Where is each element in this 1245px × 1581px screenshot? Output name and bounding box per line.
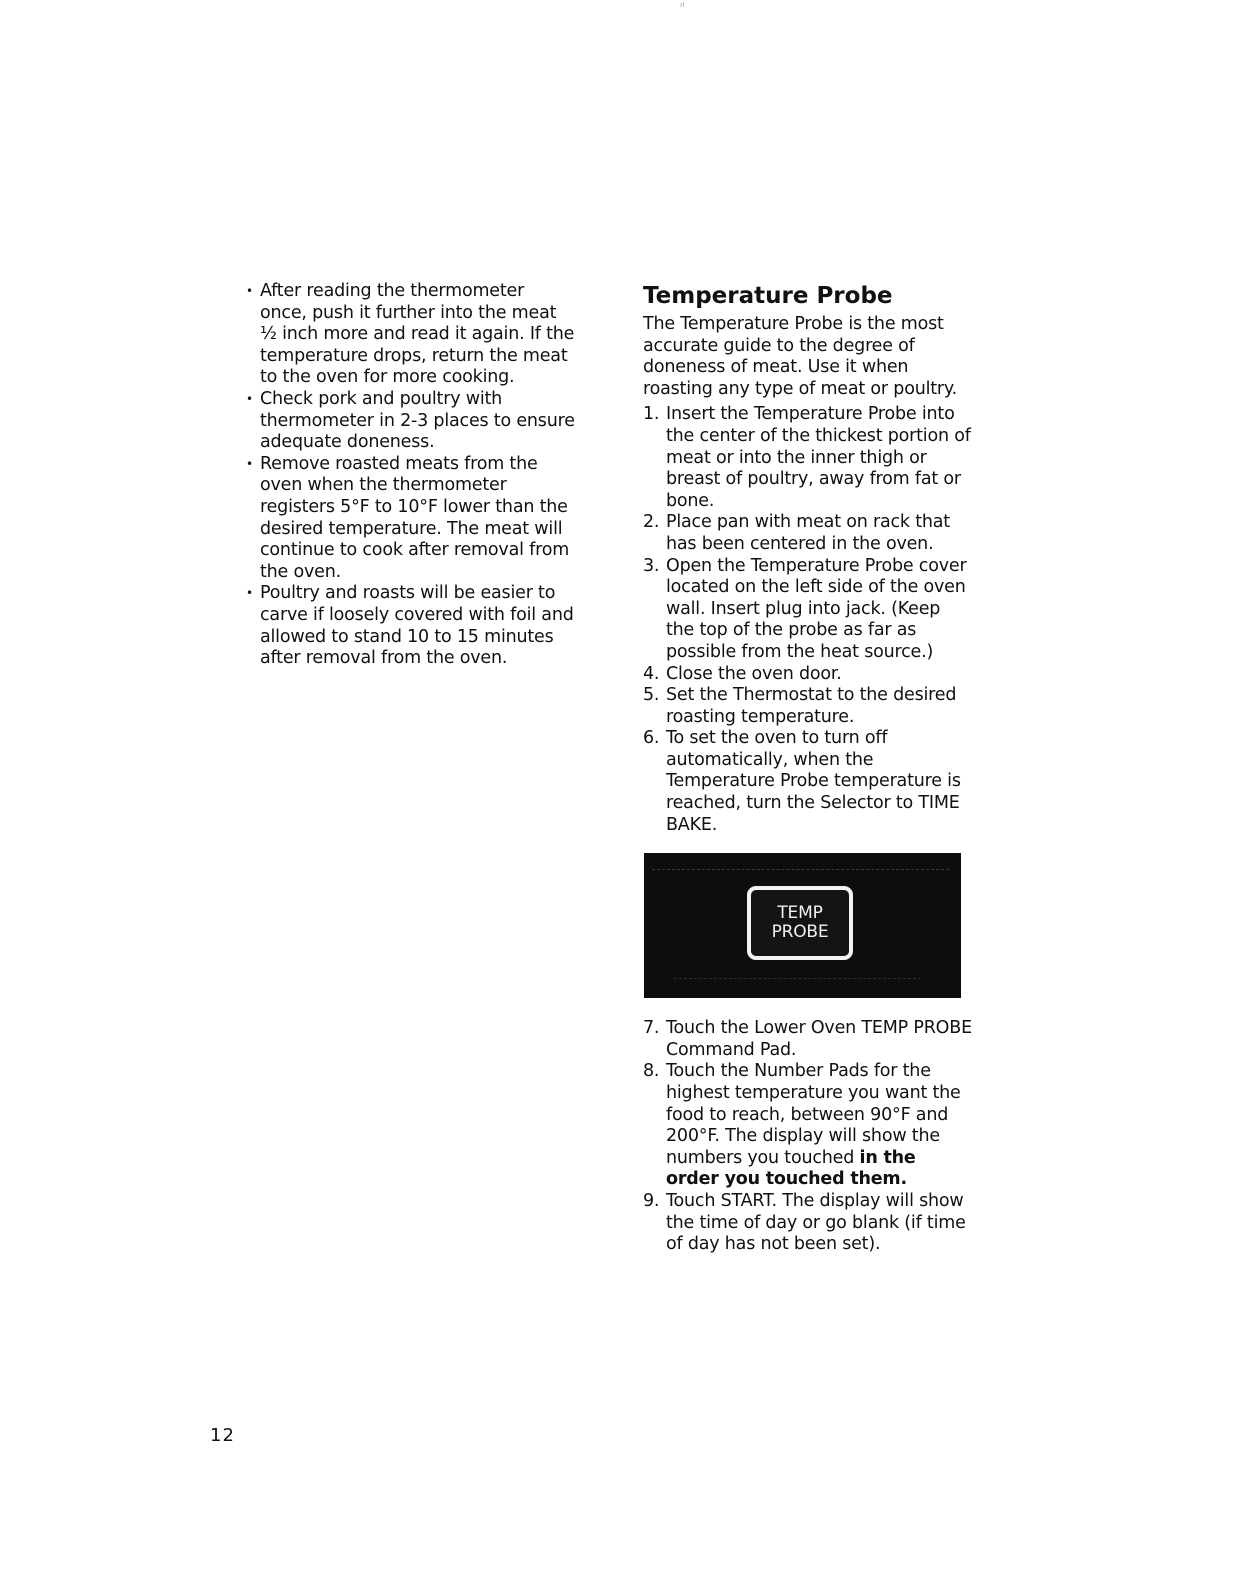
step-item — [643, 1018, 973, 1061]
tip-item — [246, 281, 576, 389]
steps-list-continued — [643, 1018, 973, 1256]
step-text: Touch the Number Pads for the highest temperature you want the food to reach, between 90°F and 200°F. The display will show the numbers you touched — [666, 1061, 961, 1168]
tip-text: After reading the thermometer once, push it further into the meat ½ inch more and read it again. If the temperature drops, return the meat to the oven for more cooking. — [260, 281, 575, 388]
pad-label-line1: TEMP — [777, 903, 823, 924]
step-text: Set the Thermostat to the desired roasting temperature. — [666, 685, 957, 727]
step-item — [643, 664, 973, 686]
step-text: Place pan with meat on rack that has been centered in the oven. — [666, 512, 950, 554]
step-text: Touch the Lower Oven TEMP PROBE Command Pad. — [666, 1018, 972, 1060]
tip-text: Check pork and poultry with thermometer in 2-3 places to ensure adequate doneness. — [260, 388, 575, 453]
panel-divider — [652, 869, 949, 871]
thermometer-tips-list — [246, 281, 576, 670]
step-number: 7. — [643, 1018, 660, 1039]
tip-item — [246, 454, 576, 584]
bullet-icon: • — [246, 284, 253, 298]
step-emphasis: in the order you touched them. — [666, 1147, 916, 1190]
bullet-icon: • — [246, 586, 253, 601]
step-text: To set the oven to turn off automatically, when the Temperature Probe temperature is reached, turn the Selector to TIME BAKE. — [666, 728, 961, 835]
step-number: 6. — [643, 728, 660, 749]
tip-text: Remove roasted meats from the oven when the thermometer registers 5°F to 10°F lower than the desired temperature. The meat will continue to cook after removal from the oven. — [260, 453, 570, 582]
step-item — [643, 728, 973, 836]
section-intro: The Temperature Probe is the most accurate guide to the degree of doneness of meat. Use it when roasting any type of meat or poultry. — [643, 314, 957, 399]
step-item — [643, 1191, 973, 1256]
step-text: Close the oven door. — [666, 663, 842, 684]
step-text: Open the Temperature Probe cover located on the left side of the oven wall. Insert plug into jack. (Keep the top of the probe as far as possible from the heat source.) — [666, 555, 967, 662]
tip-text: Poultry and roasts will be easier to carve if loosely covered with foil and allowed to stand 10 to 15 minutes after removal from the oven. — [260, 583, 574, 669]
pad-label-line2: PROBE — [771, 922, 829, 943]
bullet-icon: • — [246, 391, 253, 406]
step-number: 3. — [643, 555, 660, 576]
step-number: 2. — [643, 512, 660, 533]
step-number: 1. — [643, 404, 660, 425]
step-item — [643, 556, 973, 664]
page-number: 12 — [210, 1425, 235, 1446]
step-text: Insert the Temperature Probe into the center of the thickest portion of meat or into the inner thigh or breast of poultry, away from fat or bone. — [666, 404, 971, 511]
panel-divider — [674, 978, 921, 980]
step-item — [643, 1061, 973, 1191]
step-item — [643, 685, 973, 728]
tip-item — [246, 389, 576, 454]
tip-item — [246, 583, 576, 669]
step-number: 9. — [643, 1191, 660, 1211]
temp-probe-pad-figure — [644, 853, 961, 998]
temp-probe-command-pad — [747, 886, 853, 960]
step-item — [643, 404, 973, 512]
bullet-icon: • — [246, 456, 253, 471]
steps-list — [643, 404, 973, 836]
temperature-probe-section — [643, 282, 973, 1256]
step-number: 5. — [643, 685, 660, 706]
step-item — [643, 512, 973, 555]
step-number: 4. — [643, 663, 660, 684]
scan-mark: ıı — [680, 0, 685, 9]
step-text: Touch START. The display will show the time of day or go blank (if time of day has not been set). — [666, 1191, 966, 1255]
section-title: Temperature Probe — [643, 283, 893, 309]
step-number: 8. — [643, 1061, 660, 1082]
